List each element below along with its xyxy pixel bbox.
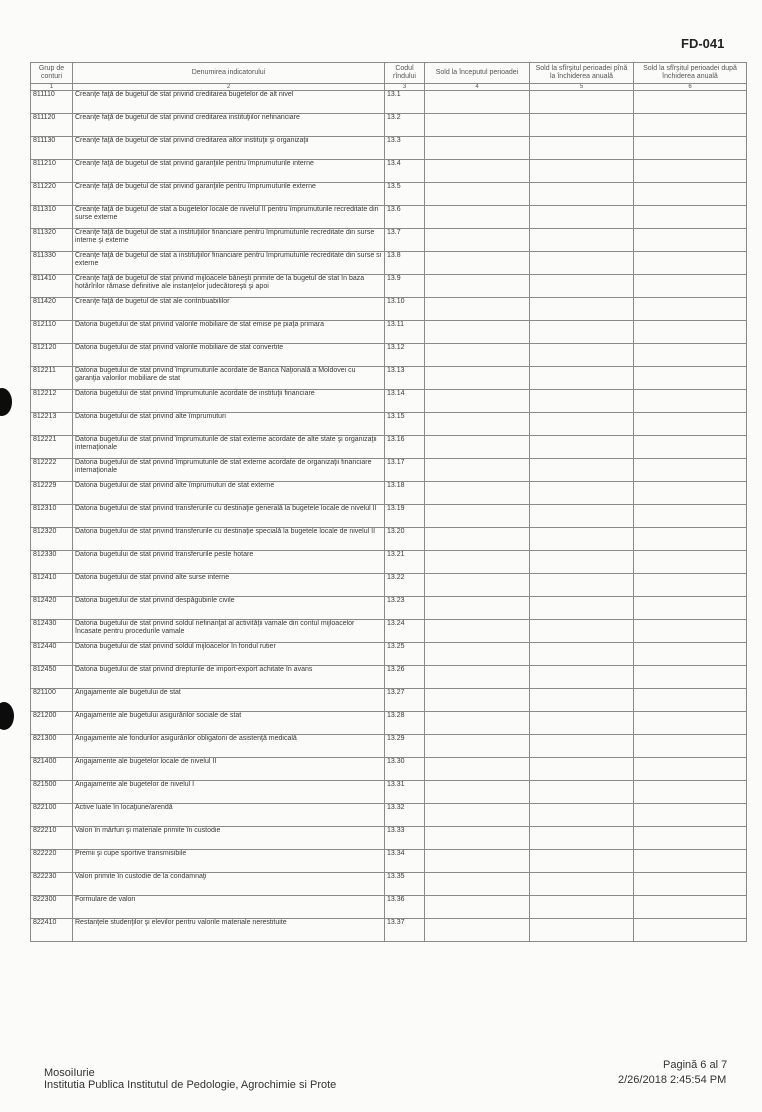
balance-end-before-close-cell bbox=[530, 827, 634, 850]
indicator-name: Active luate în locaţiune/arendă bbox=[73, 804, 385, 827]
account-code: 822410 bbox=[31, 919, 73, 942]
indicator-name: Creanţe faţă de bugetul de stat privind creditarea bugetelor de alt nivel bbox=[73, 91, 385, 114]
indicator-name: Angajamente ale bugetului asigurărilor sociale de stat bbox=[73, 712, 385, 735]
indicator-name: Angajamente ale bugetului de stat bbox=[73, 689, 385, 712]
footer-datetime: 2/26/2018 2:45:54 PM bbox=[618, 1074, 727, 1086]
balance-end-after-close-cell bbox=[634, 229, 747, 252]
balance-start-cell bbox=[425, 781, 530, 804]
row-code: 13.11 bbox=[385, 321, 425, 344]
balance-end-before-close-cell bbox=[530, 160, 634, 183]
account-code: 821500 bbox=[31, 781, 73, 804]
balance-start-cell bbox=[425, 689, 530, 712]
table-row bbox=[31, 919, 747, 942]
balance-end-before-close-cell bbox=[530, 528, 634, 551]
row-code: 13.4 bbox=[385, 160, 425, 183]
indicator-name: Datoria bugetului de stat privind împrumuturile de stat externe acordate de organizaţii financiare internaţionale bbox=[73, 459, 385, 482]
indicator-name: Valori în mărfuri şi materiale primite în custodie bbox=[73, 827, 385, 850]
balance-end-before-close-cell bbox=[530, 298, 634, 321]
balance-start-cell bbox=[425, 827, 530, 850]
indicator-name: Datoria bugetului de stat privind alte împrumuturi bbox=[73, 413, 385, 436]
table-row bbox=[31, 620, 747, 643]
indicator-name: Formulare de valori bbox=[73, 896, 385, 919]
account-code: 821200 bbox=[31, 712, 73, 735]
balance-start-cell bbox=[425, 275, 530, 298]
account-code: 811210 bbox=[31, 160, 73, 183]
table-row bbox=[31, 896, 747, 919]
footer-page-number: Pagină 6 al 7 bbox=[663, 1059, 728, 1071]
indicator-name: Datoria bugetului de stat privind împrumuturile de stat externe acordate de alte state şi organizaţii internaţionale bbox=[73, 436, 385, 459]
indicator-name: Angajamente ale bugetelor de nivelul I bbox=[73, 781, 385, 804]
account-code: 812221 bbox=[31, 436, 73, 459]
balance-end-before-close-cell bbox=[530, 643, 634, 666]
indicator-name: Creanţe faţă de bugetul de stat privind mijloacele băneşti primite de la bugetul de stat în baza hotărîrilor rămase definitive ale instanţelor judecătoreşti şi apoi bbox=[73, 275, 385, 298]
row-code: 13.5 bbox=[385, 183, 425, 206]
row-code: 13.27 bbox=[385, 689, 425, 712]
row-code: 13.34 bbox=[385, 850, 425, 873]
account-code: 821300 bbox=[31, 735, 73, 758]
indicator-name: Creanţe faţă de bugetul de stat privind garanţiile pentru împrumuturile interne bbox=[73, 160, 385, 183]
balance-end-after-close-cell bbox=[634, 206, 747, 229]
row-code: 13.19 bbox=[385, 505, 425, 528]
balance-end-after-close-cell bbox=[634, 252, 747, 275]
account-code: 811320 bbox=[31, 229, 73, 252]
table-row bbox=[31, 298, 747, 321]
indicator-name: Restanţele studenţilor şi elevilor pentru valorile materiale nerestituite bbox=[73, 919, 385, 942]
row-code: 13.7 bbox=[385, 229, 425, 252]
balance-end-after-close-cell bbox=[634, 873, 747, 896]
column-number: 2 bbox=[73, 84, 385, 91]
account-code: 811220 bbox=[31, 183, 73, 206]
balance-end-after-close-cell bbox=[634, 91, 747, 114]
footer-institution: Institutia Publica Institutul de Pedologie, Agrochimie si Prote bbox=[44, 1079, 337, 1091]
balance-end-before-close-cell bbox=[530, 413, 634, 436]
balance-end-after-close-cell bbox=[634, 321, 747, 344]
balance-start-cell bbox=[425, 666, 530, 689]
balance-end-after-close-cell bbox=[634, 712, 747, 735]
account-code: 812229 bbox=[31, 482, 73, 505]
table-row bbox=[31, 781, 747, 804]
balance-end-before-close-cell bbox=[530, 597, 634, 620]
balance-end-before-close-cell bbox=[530, 183, 634, 206]
table-row bbox=[31, 367, 747, 390]
balance-start-cell bbox=[425, 114, 530, 137]
indicator-name: Creanţe faţă de bugetul de stat a instituţiilor financiare pentru împrumuturile recreditate din surse si externe bbox=[73, 252, 385, 275]
header-balance-end-before-close: Sold la sfîrşitul perioadei pînă la închiderea anuală bbox=[530, 63, 634, 84]
row-code: 13.37 bbox=[385, 919, 425, 942]
row-code: 13.22 bbox=[385, 574, 425, 597]
account-code: 821400 bbox=[31, 758, 73, 781]
table-body bbox=[31, 91, 747, 942]
row-code: 13.25 bbox=[385, 643, 425, 666]
balance-start-cell bbox=[425, 528, 530, 551]
indicator-name: Datoria bugetului de stat privind transferurile cu destinaţie specială la bugetele locale de nivelul II bbox=[73, 528, 385, 551]
account-code: 811410 bbox=[31, 275, 73, 298]
table-row bbox=[31, 482, 747, 505]
balance-end-after-close-cell bbox=[634, 643, 747, 666]
account-code: 822100 bbox=[31, 804, 73, 827]
indicator-name: Premii şi cupe sportive transmisibile bbox=[73, 850, 385, 873]
form-code: FD-041 bbox=[681, 36, 725, 51]
table-row bbox=[31, 114, 747, 137]
account-code: 811120 bbox=[31, 114, 73, 137]
balance-end-before-close-cell bbox=[530, 137, 634, 160]
balance-end-after-close-cell bbox=[634, 367, 747, 390]
balance-start-cell bbox=[425, 413, 530, 436]
account-code: 812110 bbox=[31, 321, 73, 344]
balance-end-after-close-cell bbox=[634, 689, 747, 712]
account-code: 822230 bbox=[31, 873, 73, 896]
balance-end-before-close-cell bbox=[530, 252, 634, 275]
account-code: 821100 bbox=[31, 689, 73, 712]
balance-end-before-close-cell bbox=[530, 344, 634, 367]
balance-end-before-close-cell bbox=[530, 896, 634, 919]
table-row bbox=[31, 758, 747, 781]
account-code: 811420 bbox=[31, 298, 73, 321]
balance-start-cell bbox=[425, 229, 530, 252]
account-code: 812440 bbox=[31, 643, 73, 666]
balance-end-after-close-cell bbox=[634, 919, 747, 942]
row-code: 13.10 bbox=[385, 298, 425, 321]
indicator-name: Datoria bugetului de stat privind transferurile cu destinaţie generală la bugetele locale de nivelul II bbox=[73, 505, 385, 528]
row-code: 13.9 bbox=[385, 275, 425, 298]
balance-end-after-close-cell bbox=[634, 344, 747, 367]
balance-start-cell bbox=[425, 91, 530, 114]
row-code: 13.1 bbox=[385, 91, 425, 114]
balance-end-before-close-cell bbox=[530, 666, 634, 689]
indicator-name: Datoria bugetului de stat privind despăgubirile civile bbox=[73, 597, 385, 620]
row-code: 13.17 bbox=[385, 459, 425, 482]
balance-end-before-close-cell bbox=[530, 620, 634, 643]
balance-end-before-close-cell bbox=[530, 436, 634, 459]
column-number: 4 bbox=[425, 84, 530, 91]
row-code: 13.30 bbox=[385, 758, 425, 781]
account-code: 812213 bbox=[31, 413, 73, 436]
balance-end-after-close-cell bbox=[634, 896, 747, 919]
indicator-name: Datoria bugetului de stat privind împrumuturile acordate de Banca Naţională a Moldovei cu garanţia valorilor mobiliare de stat bbox=[73, 367, 385, 390]
balance-end-after-close-cell bbox=[634, 574, 747, 597]
row-code: 13.26 bbox=[385, 666, 425, 689]
account-code: 822210 bbox=[31, 827, 73, 850]
row-code: 13.16 bbox=[385, 436, 425, 459]
row-code: 13.23 bbox=[385, 597, 425, 620]
table-row bbox=[31, 528, 747, 551]
row-code: 13.13 bbox=[385, 367, 425, 390]
balance-end-after-close-cell bbox=[634, 436, 747, 459]
balance-start-cell bbox=[425, 436, 530, 459]
account-code: 812420 bbox=[31, 597, 73, 620]
row-code: 13.2 bbox=[385, 114, 425, 137]
indicator-name: Datoria bugetului de stat privind alte împrumuturi de stat externe bbox=[73, 482, 385, 505]
indicator-name: Angajamente ale fondurilor asigurărilor obligatorii de asistenţă medicală bbox=[73, 735, 385, 758]
balance-end-after-close-cell bbox=[634, 620, 747, 643]
balance-end-before-close-cell bbox=[530, 551, 634, 574]
row-code: 13.21 bbox=[385, 551, 425, 574]
balance-end-before-close-cell bbox=[530, 91, 634, 114]
row-code: 13.28 bbox=[385, 712, 425, 735]
balance-start-cell bbox=[425, 137, 530, 160]
table-row bbox=[31, 689, 747, 712]
table-row bbox=[31, 597, 747, 620]
table-row bbox=[31, 850, 747, 873]
balance-end-after-close-cell bbox=[634, 597, 747, 620]
indicator-name: Valori primite în custodie de la condamnaţi bbox=[73, 873, 385, 896]
indicator-name: Angajamente ale bugetelor locale de nivelul II bbox=[73, 758, 385, 781]
balance-start-cell bbox=[425, 459, 530, 482]
row-code: 13.8 bbox=[385, 252, 425, 275]
balance-start-cell bbox=[425, 298, 530, 321]
row-code: 13.18 bbox=[385, 482, 425, 505]
balance-end-after-close-cell bbox=[634, 804, 747, 827]
table-row bbox=[31, 574, 747, 597]
table-row bbox=[31, 666, 747, 689]
header-balance-start: Sold la începutul perioadei bbox=[425, 63, 530, 84]
table-row bbox=[31, 252, 747, 275]
balance-end-before-close-cell bbox=[530, 850, 634, 873]
balance-end-before-close-cell bbox=[530, 758, 634, 781]
header-indicator-name: Denumirea indicatorului bbox=[73, 63, 385, 84]
indicator-name: Datoria bugetului de stat privind alte surse interne bbox=[73, 574, 385, 597]
indicator-name: Creanţe faţă de bugetul de stat privind garanţiile pentru împrumuturile externe bbox=[73, 183, 385, 206]
balance-end-before-close-cell bbox=[530, 712, 634, 735]
balance-start-cell bbox=[425, 206, 530, 229]
balance-end-before-close-cell bbox=[530, 459, 634, 482]
table-row bbox=[31, 459, 747, 482]
table-row bbox=[31, 344, 747, 367]
table-row bbox=[31, 321, 747, 344]
balance-end-after-close-cell bbox=[634, 137, 747, 160]
punch-hole-bottom bbox=[0, 702, 14, 730]
column-number: 6 bbox=[634, 84, 747, 91]
report-table bbox=[30, 62, 747, 942]
indicator-name: Creanţe faţă de bugetul de stat privind creditarea altor instituţii şi organizaţii bbox=[73, 137, 385, 160]
balance-start-cell bbox=[425, 620, 530, 643]
account-code: 822300 bbox=[31, 896, 73, 919]
header-account-group: Grup de conturi bbox=[31, 63, 73, 84]
header-row-code: Codul rîndului bbox=[385, 63, 425, 84]
balance-start-cell bbox=[425, 321, 530, 344]
balance-end-before-close-cell bbox=[530, 390, 634, 413]
column-number-row bbox=[31, 84, 747, 91]
row-code: 13.33 bbox=[385, 827, 425, 850]
row-code: 13.6 bbox=[385, 206, 425, 229]
balance-start-cell bbox=[425, 252, 530, 275]
balance-end-after-close-cell bbox=[634, 827, 747, 850]
balance-end-before-close-cell bbox=[530, 275, 634, 298]
balance-end-before-close-cell bbox=[530, 206, 634, 229]
table-row bbox=[31, 712, 747, 735]
indicator-name: Creanţe faţă de bugetul de stat ale contribuabililor bbox=[73, 298, 385, 321]
balance-end-before-close-cell bbox=[530, 505, 634, 528]
table-row bbox=[31, 873, 747, 896]
account-code: 812330 bbox=[31, 551, 73, 574]
row-code: 13.29 bbox=[385, 735, 425, 758]
row-code: 13.20 bbox=[385, 528, 425, 551]
balance-end-after-close-cell bbox=[634, 505, 747, 528]
account-code: 811330 bbox=[31, 252, 73, 275]
balance-end-before-close-cell bbox=[530, 873, 634, 896]
table-row bbox=[31, 390, 747, 413]
balance-end-before-close-cell bbox=[530, 781, 634, 804]
balance-start-cell bbox=[425, 390, 530, 413]
balance-start-cell bbox=[425, 344, 530, 367]
table-row bbox=[31, 91, 747, 114]
balance-end-after-close-cell bbox=[634, 114, 747, 137]
account-code: 812410 bbox=[31, 574, 73, 597]
balance-end-before-close-cell bbox=[530, 919, 634, 942]
balance-end-after-close-cell bbox=[634, 758, 747, 781]
balance-end-after-close-cell bbox=[634, 528, 747, 551]
table-row bbox=[31, 643, 747, 666]
account-code: 811130 bbox=[31, 137, 73, 160]
balance-end-before-close-cell bbox=[530, 574, 634, 597]
table-row bbox=[31, 183, 747, 206]
balance-end-before-close-cell bbox=[530, 804, 634, 827]
indicator-name: Creanţe faţă de bugetul de stat a bugetelor locale de nivelul II pentru împrumuturile recreditate din surse externe bbox=[73, 206, 385, 229]
column-number: 5 bbox=[530, 84, 634, 91]
indicator-name: Datoria bugetului de stat privind împrumuturile acordate de instituţii financiare bbox=[73, 390, 385, 413]
table-row bbox=[31, 275, 747, 298]
balance-start-cell bbox=[425, 574, 530, 597]
balance-end-after-close-cell bbox=[634, 298, 747, 321]
column-number: 3 bbox=[385, 84, 425, 91]
table-row bbox=[31, 229, 747, 252]
balance-end-before-close-cell bbox=[530, 229, 634, 252]
balance-start-cell bbox=[425, 804, 530, 827]
punch-hole-top bbox=[0, 388, 12, 416]
balance-end-after-close-cell bbox=[634, 781, 747, 804]
header-row bbox=[31, 63, 747, 84]
balance-end-after-close-cell bbox=[634, 666, 747, 689]
table-row bbox=[31, 206, 747, 229]
account-code: 811110 bbox=[31, 91, 73, 114]
account-code: 812211 bbox=[31, 367, 73, 390]
row-code: 13.32 bbox=[385, 804, 425, 827]
account-code: 812310 bbox=[31, 505, 73, 528]
balance-end-after-close-cell bbox=[634, 551, 747, 574]
row-code: 13.35 bbox=[385, 873, 425, 896]
balance-end-before-close-cell bbox=[530, 735, 634, 758]
account-code: 812212 bbox=[31, 390, 73, 413]
balance-end-after-close-cell bbox=[634, 482, 747, 505]
indicator-name: Datoria bugetului de stat privind transferurile peste hotare bbox=[73, 551, 385, 574]
table-row bbox=[31, 551, 747, 574]
footer-user: MosoiIurie bbox=[44, 1067, 95, 1079]
table-row bbox=[31, 804, 747, 827]
indicator-name: Creanţe faţă de bugetul de stat a instituţiilor financiare pentru împrumuturile recreditate din surse interne şi externe bbox=[73, 229, 385, 252]
indicator-name: Datoria bugetului de stat privind soldul mijloacelor în fondul rutier bbox=[73, 643, 385, 666]
balance-end-after-close-cell bbox=[634, 160, 747, 183]
balance-end-before-close-cell bbox=[530, 321, 634, 344]
account-code: 811310 bbox=[31, 206, 73, 229]
row-code: 13.31 bbox=[385, 781, 425, 804]
balance-start-cell bbox=[425, 873, 530, 896]
balance-start-cell bbox=[425, 551, 530, 574]
row-code: 13.12 bbox=[385, 344, 425, 367]
balance-end-before-close-cell bbox=[530, 482, 634, 505]
table-row bbox=[31, 827, 747, 850]
indicator-name: Datoria bugetului de stat privind soldul nefinanţat al activităţii vamale din contul mijloacelor încasate pentru procedurile vamale bbox=[73, 620, 385, 643]
table-row bbox=[31, 505, 747, 528]
account-code: 812450 bbox=[31, 666, 73, 689]
balance-start-cell bbox=[425, 758, 530, 781]
indicator-name: Datoria bugetului de stat privind drepturile de import-export achitate în avans bbox=[73, 666, 385, 689]
account-code: 812430 bbox=[31, 620, 73, 643]
balance-start-cell bbox=[425, 367, 530, 390]
balance-start-cell bbox=[425, 850, 530, 873]
row-code: 13.14 bbox=[385, 390, 425, 413]
balance-end-after-close-cell bbox=[634, 390, 747, 413]
account-code: 812120 bbox=[31, 344, 73, 367]
account-code: 822220 bbox=[31, 850, 73, 873]
balance-start-cell bbox=[425, 712, 530, 735]
column-number: 1 bbox=[31, 84, 73, 91]
balance-end-after-close-cell bbox=[634, 413, 747, 436]
balance-start-cell bbox=[425, 643, 530, 666]
balance-start-cell bbox=[425, 896, 530, 919]
indicator-name: Datoria bugetului de stat privind valorile mobiliare de stat convertite bbox=[73, 344, 385, 367]
balance-start-cell bbox=[425, 735, 530, 758]
balance-end-after-close-cell bbox=[634, 850, 747, 873]
balance-end-before-close-cell bbox=[530, 689, 634, 712]
account-code: 812222 bbox=[31, 459, 73, 482]
balance-start-cell bbox=[425, 482, 530, 505]
balance-start-cell bbox=[425, 160, 530, 183]
header-balance-end-after-close: Sold la sfîrşitul perioadei după închiderea anuală bbox=[634, 63, 747, 84]
balance-end-after-close-cell bbox=[634, 459, 747, 482]
balance-start-cell bbox=[425, 505, 530, 528]
row-code: 13.15 bbox=[385, 413, 425, 436]
table-row bbox=[31, 137, 747, 160]
balance-start-cell bbox=[425, 597, 530, 620]
indicator-name: Creanţe faţă de bugetul de stat privind creditarea instituţiilor nefinanciare bbox=[73, 114, 385, 137]
table-row bbox=[31, 436, 747, 459]
balance-end-after-close-cell bbox=[634, 275, 747, 298]
table-row bbox=[31, 160, 747, 183]
balance-end-after-close-cell bbox=[634, 735, 747, 758]
balance-end-before-close-cell bbox=[530, 367, 634, 390]
balance-start-cell bbox=[425, 919, 530, 942]
row-code: 13.24 bbox=[385, 620, 425, 643]
table-row bbox=[31, 413, 747, 436]
row-code: 13.36 bbox=[385, 896, 425, 919]
table-row bbox=[31, 735, 747, 758]
row-code: 13.3 bbox=[385, 137, 425, 160]
balance-end-before-close-cell bbox=[530, 114, 634, 137]
indicator-name: Datoria bugetului de stat privind valorile mobiliare de stat emise pe piaţa primara bbox=[73, 321, 385, 344]
balance-end-after-close-cell bbox=[634, 183, 747, 206]
account-code: 812320 bbox=[31, 528, 73, 551]
balance-start-cell bbox=[425, 183, 530, 206]
